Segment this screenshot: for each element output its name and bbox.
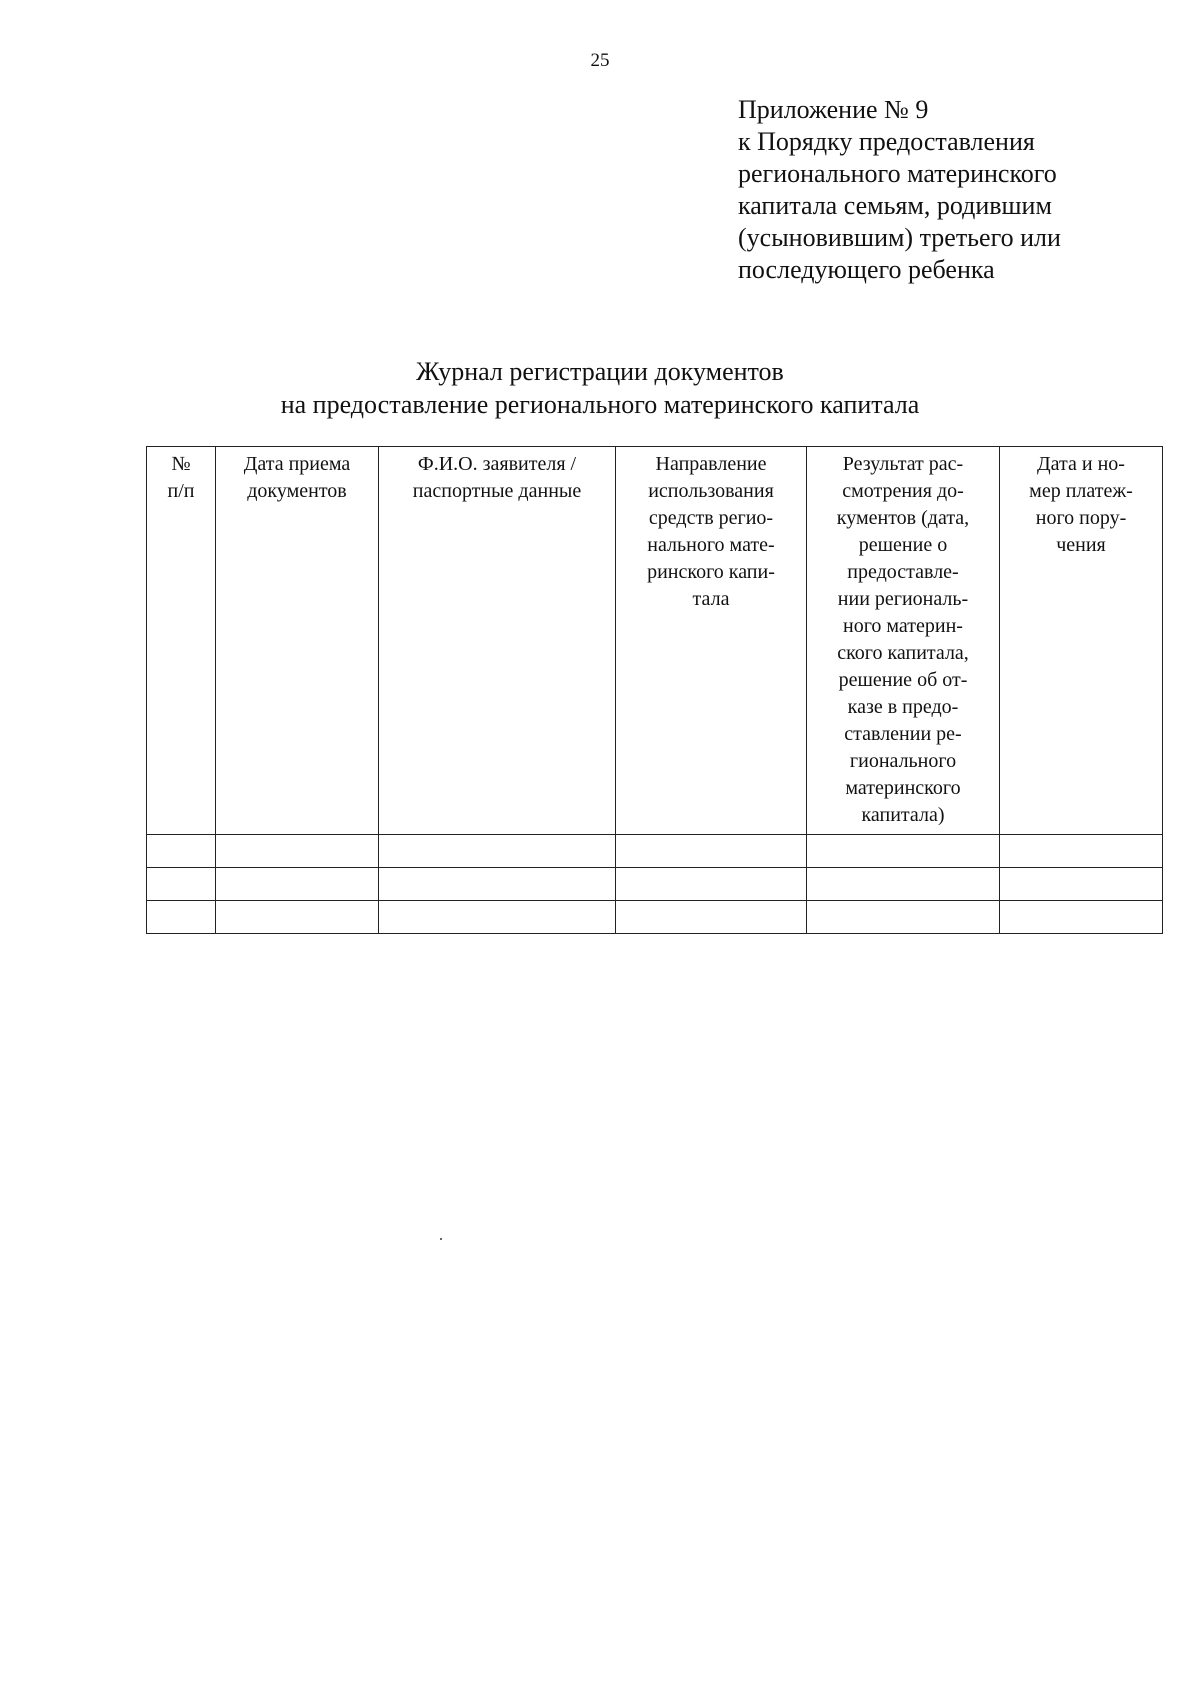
column-header-line: решение о: [858, 534, 948, 556]
column-header-review-result: [807, 447, 1000, 835]
appendix-line: регионального материнского: [738, 159, 1057, 188]
appendix-line: последующего ребенка: [738, 255, 995, 284]
column-header-line: использования: [648, 480, 774, 502]
table-cell[interactable]: [807, 901, 1000, 934]
table-row: [147, 835, 1163, 868]
column-header-applicant: [379, 447, 616, 835]
table-header-row: [147, 447, 1163, 835]
column-header-line: ного материн-: [843, 615, 963, 637]
table-cell[interactable]: [807, 868, 1000, 901]
column-header-funds-direction: [616, 447, 807, 835]
column-header-line: смотрения до-: [842, 480, 964, 502]
column-header-line: документов: [247, 480, 347, 502]
column-header-line: Дата и но-: [1037, 453, 1125, 475]
table-body: [147, 835, 1163, 934]
column-header-line: казе в предо-: [847, 696, 959, 718]
column-header-line: ского капитала,: [837, 642, 969, 664]
document-title-line: на предоставление регионального материнского капитала: [280, 390, 920, 419]
column-header-line: п/п: [167, 480, 195, 502]
column-header-line: Ф.И.О. заявителя /: [417, 453, 577, 475]
table-cell[interactable]: [216, 835, 379, 868]
page-number: 25: [590, 50, 610, 71]
column-header-line: чения: [1056, 534, 1106, 556]
table-cell[interactable]: [216, 901, 379, 934]
appendix-line: к Порядку предоставления: [738, 127, 1035, 156]
column-header-line: Дата приема: [243, 453, 351, 475]
column-header-line: гионального: [849, 750, 957, 772]
table-cell[interactable]: [616, 868, 807, 901]
column-header-line: капитала): [861, 804, 945, 826]
table-cell[interactable]: [1000, 835, 1163, 868]
column-header-line: паспортные данные: [412, 480, 582, 502]
document-title-line: Журнал регистрации документов: [416, 357, 784, 386]
column-header-line: предоставле-: [847, 561, 959, 583]
column-header-line: материнского: [845, 777, 961, 799]
column-header-line: нии региональ-: [837, 588, 969, 610]
column-header-line: нального мате-: [647, 534, 775, 556]
table-cell[interactable]: [1000, 868, 1163, 901]
appendix-line: Приложение № 9: [738, 95, 929, 124]
table-cell[interactable]: [216, 868, 379, 901]
table-cell[interactable]: [616, 901, 807, 934]
column-header-line: решение об от-: [838, 669, 968, 691]
column-header-line: мер платеж-: [1029, 480, 1133, 502]
registration-journal-table: [146, 446, 1163, 934]
column-header-line: ставлении ре-: [844, 723, 962, 745]
table-cell[interactable]: [807, 835, 1000, 868]
column-header-payment-order: [1000, 447, 1163, 835]
column-header-line: средств регио-: [648, 507, 774, 529]
column-header-receipt-date: [216, 447, 379, 835]
table-cell[interactable]: [1000, 901, 1163, 934]
table-cell[interactable]: [379, 835, 616, 868]
table-cell[interactable]: [379, 868, 616, 901]
column-header-line: Направление: [655, 453, 767, 475]
table-row: [147, 901, 1163, 934]
column-header-line: ринского капи-: [647, 561, 775, 583]
table-cell[interactable]: [616, 835, 807, 868]
table-row: [147, 868, 1163, 901]
table-cell[interactable]: [147, 901, 216, 934]
column-header-number: [147, 447, 216, 835]
appendix-reference: [738, 94, 1178, 286]
column-header-line: Результат рас-: [842, 453, 964, 475]
appendix-line: (усыновившим) третьего или: [738, 223, 1061, 252]
appendix-line: капитала семьям, родившим: [738, 191, 1052, 220]
table-cell[interactable]: [147, 868, 216, 901]
column-header-line: тала: [692, 588, 730, 610]
column-header-line: ного пору-: [1035, 507, 1127, 529]
column-header-line: №: [171, 453, 191, 475]
column-header-line: кументов (дата,: [836, 507, 970, 529]
document-title: [0, 355, 1200, 421]
table-cell[interactable]: [147, 835, 216, 868]
table-cell[interactable]: [379, 901, 616, 934]
scan-speck: [440, 1238, 442, 1240]
